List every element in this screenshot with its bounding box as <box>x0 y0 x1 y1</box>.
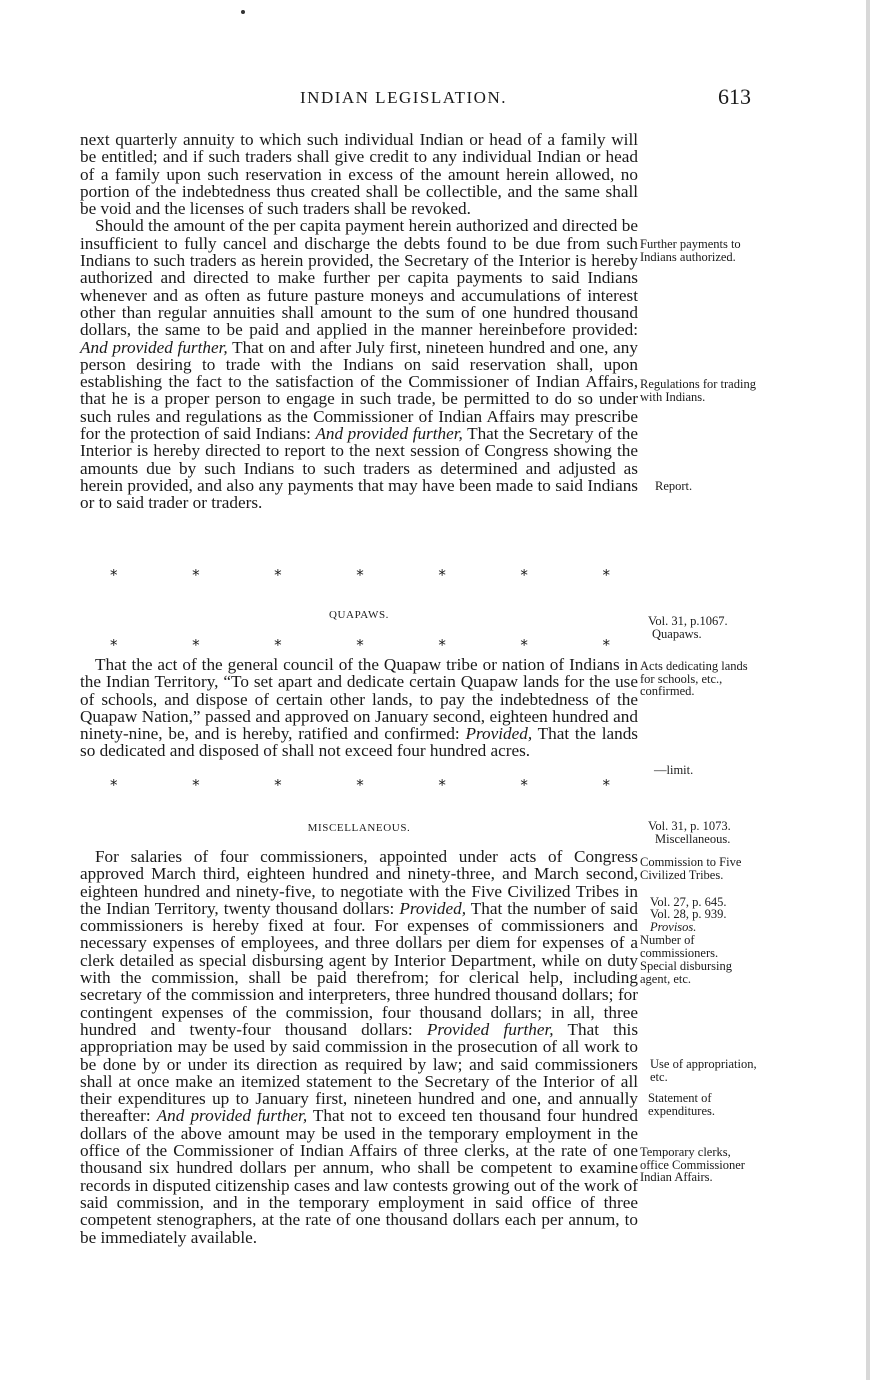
margin-note-use: Use of appropriation, etc. <box>650 1057 757 1084</box>
margin-note-vol31-1073: Vol. 31, p. 1073. <box>648 819 731 833</box>
section-break-stars: * * * * * * * <box>110 776 610 794</box>
running-head: INDIAN LEGISLATION. <box>300 88 507 107</box>
margin-note-quapaws: Quapaws. <box>652 627 702 641</box>
page-number: 613 <box>718 84 751 109</box>
margin-note-report: Report. <box>655 479 693 493</box>
page-edge-shadow <box>866 0 870 1380</box>
ink-speck <box>241 10 245 14</box>
margin-note-commission: Commission to Five Civilized Tribes. <box>640 855 742 882</box>
section-break-stars: * * * * * * * <box>110 636 610 654</box>
margin-note-special: Special disbursing agent, etc. <box>640 959 733 986</box>
quapaws-section <box>80 656 638 760</box>
section-heading-quapaws: QUAPAWS. <box>328 609 390 621</box>
margin-note-regulations: Regulations for trading with Indians. <box>640 377 756 404</box>
margin-note-miscellaneous: Miscellaneous. <box>655 832 731 846</box>
margin-note-number: Number of commissioners. <box>640 933 719 960</box>
margin-note-vol31-1067: Vol. 31, p.1067. <box>648 614 728 628</box>
margin-note-further-payments: Further payments to Indians authorized. <box>640 237 741 264</box>
paragraph-miscellaneous: For salaries of four commissioners, appointed under acts of Congress approved March third, eighteen hundred and ninety-three, and March second, eighteen hundred and ninety-five, to negotiate with the Five Civilized Tribes in the Indian Territory, twenty thousand dollars: Provided, That the number of said commissioners is hereby fixed at four. For expenses of commissioners and necessary expenses of employees, and three dollars per diem for expenses of a clerk detailed as special disbursing agent by Interior Department, while on duty with the commission, shall be paid therefrom; for clerical help, including secretary of the commission and interpreters, three hundred thousand dollars; for contingent expenses of the commission, four thousand dollars; in all, three hundred and twenty-four thousand dollars: Provided further, That this appropriation may be used by said commission in the prosecution of all work to be done by or under its direction as required by law; and said commissioners shall at once make an itemized statement to the Secretary of the Interior of all their expenditures up to January first, nineteen hundred and one, and annually thereafter: And provided further, That not to exceed ten thousand four hundred dollars of the above amount may be used in the temporary employment in the office of the Commissioner of Indian Affairs of three clerks, at the rate of one thousand six hundred dollars per annum, who shall be competent to examine records in disputed citizenship cases and law contests growing out of the work of said commission, and in the temporary employment in said office of three competent stenographers, at the rate of one thousand dollars each per annum, to be immediately available. <box>80 847 639 1247</box>
margin-note-limit: —limit. <box>654 763 694 777</box>
paragraph-quapaws: That the act of the general council of the Quapaw tribe or nation of Indians in the Indian Territory, “To set apart and dedicate certain Quapaw lands for the use of schools, and dispose of certain other lands, to pay the indebtedness of the Quapaw Nation,” passed and approved on January second, eighteen hundred and ninety-nine, be, and is hereby, ratified and confirmed: Provided, That the lands so dedicated and disposed of shall not exceed four hundred acres. <box>80 655 638 761</box>
paragraph-further-payments: Should the amount of the per capita payment herein authorized and directed be insufficient to fully cancel and discharge the debts found to be due from such Indians to such traders as herein provided, the Secretary of the Interior is hereby authorized and directed to make further per capita payments to said Indians whenever and as often as future pasture moneys and accumulations of interest other than regular annuities shall amount to the sum of one hundred thousand dollars, the same to be paid and applied in the manner hereinbefore provided: And provided further, That on and after July first, nineteen hundred and one, any person desiring to trade with the Indians on said reservation shall, upon establishing the fact to the satisfaction of the Commissioner of Indian Affairs, that he is a proper person to engage in such trade, be permitted to do so under such rules and regulations as the Commissioner of Indian Affairs may prescribe for the protection of said Indians: And provided further, That the Secretary of the Interior is hereby directed to report to the next session of Congress showing the amounts due by such Indians to such traders as determined and adjusted as herein provided, and also any payments that may have been made to said Indians or to said trader or traders. <box>80 216 638 513</box>
margin-note-statement: Statement of expenditures. <box>648 1091 715 1118</box>
margin-note-vol28: Vol. 28, p. 939. <box>650 907 727 921</box>
paragraph-continuation: next quarterly annuity to which such individual Indian or head of a family will be entitled; and if such traders shall give credit to any individual Indian or head of a family upon such reservation in excess of the amount herein allowed, no portion of the indebtedness thus created shall be collectible, and the same shall be void and the licenses of such traders shall be revoked. <box>80 130 638 219</box>
section-break-stars: * * * * * * * <box>110 566 610 584</box>
margin-note-acts-dedicating: Acts dedicating lands for schools, etc., confirmed. <box>640 659 748 698</box>
margin-note-temporary: Temporary clerks, office Commissioner Indian Affairs. <box>640 1145 745 1184</box>
miscellaneous-section <box>80 848 638 1246</box>
section-heading-miscellaneous: MISCELLANEOUS. <box>307 822 411 834</box>
margin-note-vol27: Vol. 27, p. 645. <box>650 895 727 909</box>
opening-section <box>80 131 638 512</box>
margin-note-provisos: Provisos. <box>650 920 697 934</box>
